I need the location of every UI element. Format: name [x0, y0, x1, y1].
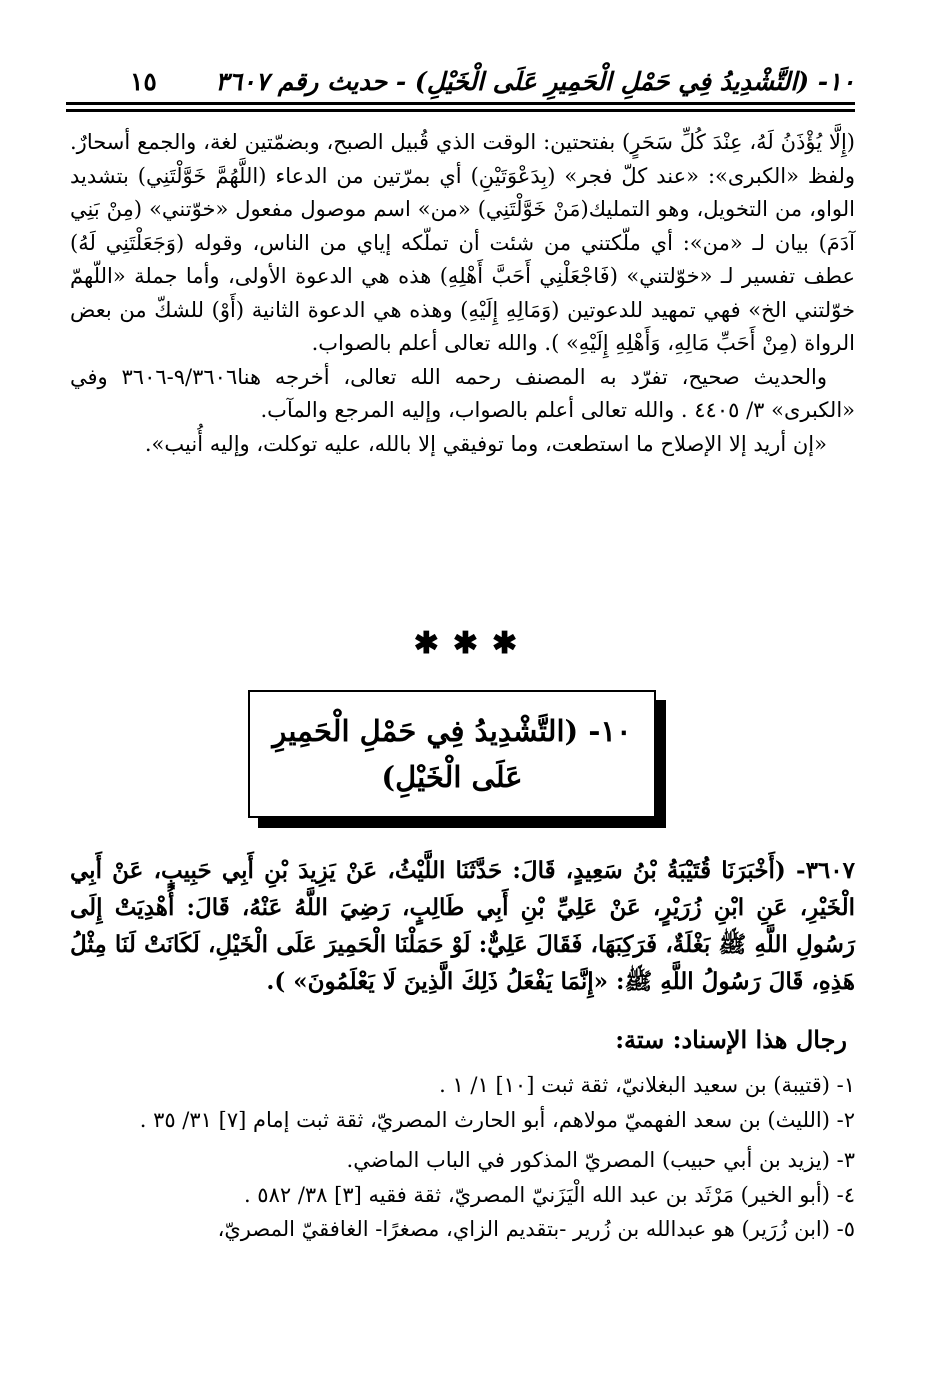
commentary-paragraph-3: «إن أريد إلا الإصلاح ما استطعت، وما توفيقي إلا بالله، عليه توكلت، وإليه أُنيب». [144, 431, 827, 456]
narrator-item-4: ٤- (أبو الخير) مَرْثَد بن عبد الله الْيَزَنيّ المصريّ، ثقة فقيه [٣] ٣٨/ ٥٨٢ . [243, 1182, 855, 1207]
chapter-title-line-2: عَلَى الْخَيْلِ) [381, 760, 523, 794]
narrator-item-2: ٢- (الليث) بن سعد الفهميّ مولاهم، أبو الحارث المصريّ، ثقة ثبت إمام [٧] ٣١/ ٣٥ . [139, 1107, 855, 1132]
running-header [60, 60, 855, 102]
page-number: ١٥ [130, 66, 157, 96]
header-title: ١٠- (التَّشْدِيدُ فِي حَمْلِ الْحَمِيرِ عَلَى الْخَيْلِ) - حديث رقم ٣٦٠٧ [215, 66, 855, 96]
narrator-list [70, 1068, 855, 1247]
hadith-text: ٣٦٠٧- (أَخْبَرَنَا قُتَيْبَةُ بْنُ سَعِيدٍ، قَالَ: حَدَّثَنَا اللَّيْثُ، عَنْ يَزِيدَ بْنِ أَبِي حَبِيبٍ، عَنْ أَبِي الْخَيْرِ، عَنِ ابْنِ زُرَيْرٍ، عَنْ عَلِيِّ بْنِ أَبِي طَالِبٍ، رَضِيَ اللَّهُ عَنْهُ، قَالَ: أُهْدِيَتْ إِلَى رَسُولِ اللَّهِ ﷺ بَغْلَةٌ، فَرَكِبَهَا، فَقَالَ عَلِيٌّ: لَوْ حَمَلْنَا الْحَمِيرَ عَلَى الْخَيْلِ، لَكَانَتْ لَنَا مِثْلُ هَذِهِ، قَالَ رَسُولُ اللَّهِ ﷺ: «إِنَّمَا يَفْعَلُ ذَلِكَ الَّذِينَ لَا يَعْلَمُونَ» ). [70, 857, 855, 995]
section-separator: ✱✱✱ [413, 626, 532, 661]
rijal-heading: رجال هذا الإسناد: ستة: [615, 1025, 847, 1054]
commentary-paragraph-1: (إِلَّا يُؤْذَنُ لَهُ، عِنْدَ كُلِّ سَحَرٍ) بفتحتين: الوقت الذي قُبيل الصبح، وبضمّتين لغة، والجمع أسحارٌ. ولفظ «الكبرى»: «عند كلّ فجر» (بِدَعْوَتَيْنِ) أي بمرّتين من الدعاء (اللَّهُمَّ خَوَّلْتَنِي) بتشديد الواو، من التخويل، وهو التمليك(مَنْ خَوَّلْتَنِي) «من» اسم موصول مفعول «خوّتني» (مِنْ بَنِي آدَمَ) بيان لـ «من»: أي ملّكتني من شئت أن تملّكه إياي من الناس، وقوله (وَجَعَلْتَنِي لَهُ) عطف تفسير لـ «خوّلتني» (فَاجْعَلْنِي أَحَبَّ أَهْلِهِ) هذه هي الدعوة الأولى، وأما جملة «اللّهمّ خوّلتني الخ» فهي تمهيد للدعوتين (وَمَالِهِ إِلَيْهِ) وهذه هي الدعوة الثانية (أَوْ) للشكّ من بعض الرواة (مِنْ أَحَبِّ مَالِهِ، وَأَهْلِهِ إِلَيْهِ» ). والله تعالى أعلم بالصواب. [70, 130, 855, 355]
chapter-title-line-1: ١٠- (التَّشْدِيدُ فِي حَمْلِ الْحَمِيرِ [272, 714, 632, 748]
narrator-item-1: ١- (قتيبة) بن سعيد البغلانيّ، ثقة ثبت [١٠] ١/ ١ . [439, 1073, 855, 1097]
narrator-item-5: ٥- (ابن زُرَير) هو عبدالله بن زُرير -بتقديم الزاي، مصغرًا- الغافقيّ المصريّ، [217, 1217, 855, 1241]
chapter-title-box [248, 690, 656, 818]
header-double-rule [66, 102, 855, 112]
narrator-item-3: ٣- (يزيد بن أبي حبيب) المصريّ المذكور في الباب الماضي. [346, 1148, 855, 1172]
commentary-section [70, 126, 855, 461]
commentary-paragraph-2: والحديث صحيح، تفرّد به المصنف رحمه الله تعالى، أخرجه هنا٩/٣٦٠٦-٣٦٠٦ وفي «الكبرى» ٣/ ٤٤٠٥ . والله تعالى أعلم بالصواب، وإليه المرجع والمآب. [70, 364, 855, 422]
